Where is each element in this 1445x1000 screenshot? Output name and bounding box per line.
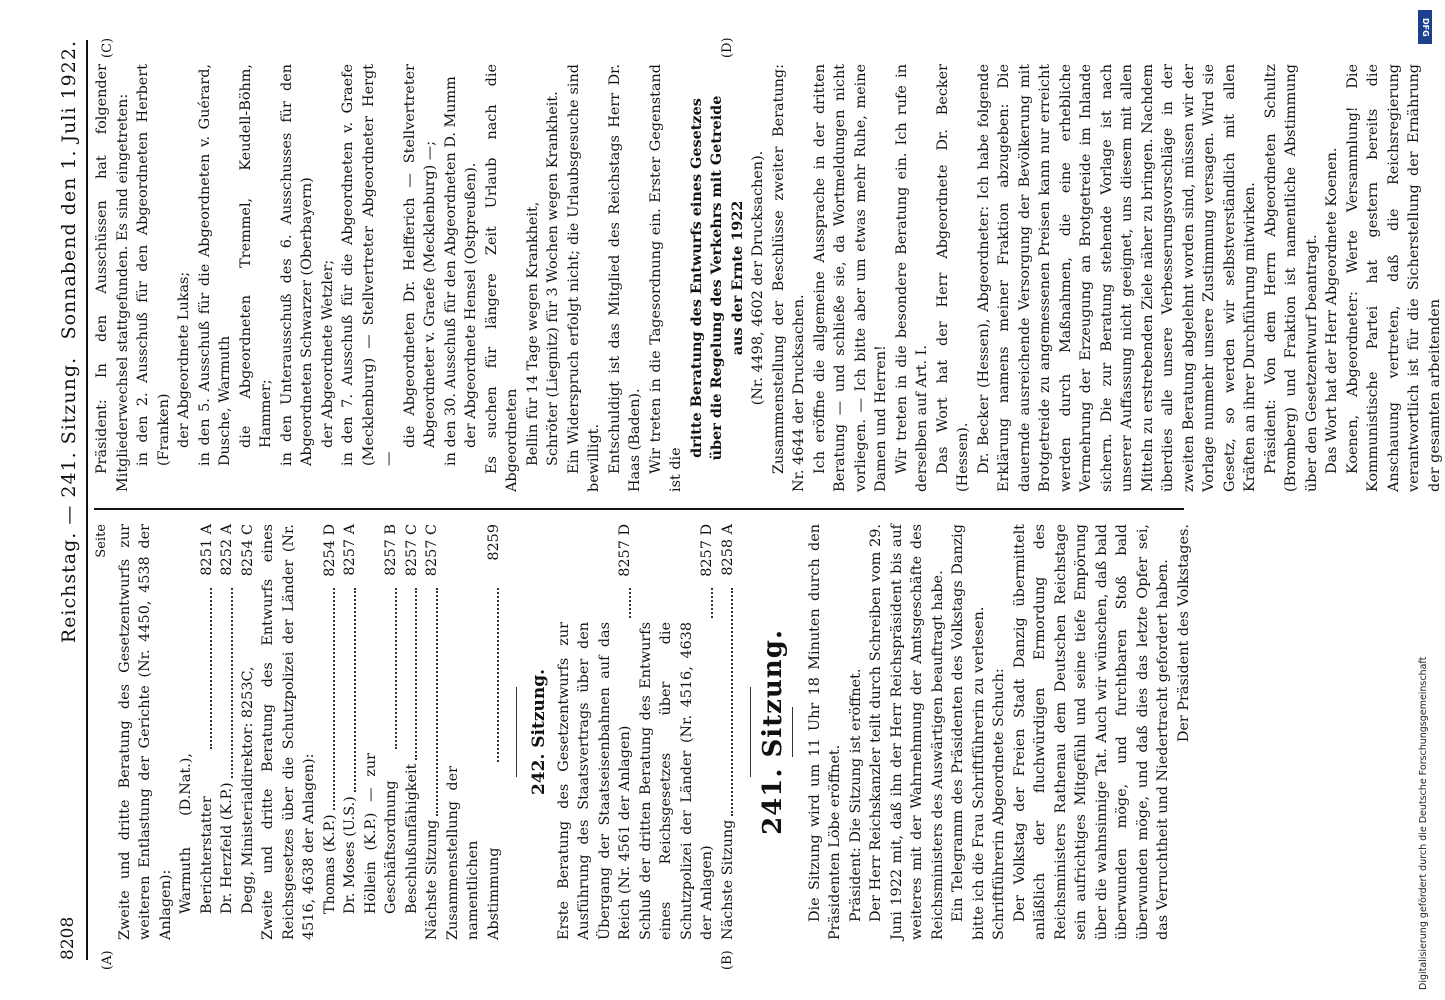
toc-text: Dr. Moses (U.S.) [342,796,358,914]
toc-page: 8257 B [383,524,399,576]
committee-changes-intro: Präsident: In den Ausschüssen hat folgender Mitgliederwechsel stattgefunden. Es sind eingetreten: [94,64,131,492]
leader-dots [497,588,499,762]
toc-item [217,524,238,940]
agenda-compilation: Zusammenstellung der Beschlüsse zweiter Beratung: Nr. 4644 der Drucksachen. [770,64,807,492]
excused-member: Entschuldigt ist das Mitglied des Reichstags Herr Dr. Haas (Baden). [606,64,643,492]
toc-item [554,524,636,940]
leader-dots [210,588,212,749]
agenda-item-ref: (Nr. 4498, 4602 der Drucksachen). [750,150,766,406]
toc-text: Zweite und dritte Beratung des Gesetzentwurfs zur weiteren Entlastung der Gerichte (Nr. 4450, 4538 der Anlagen): [116,524,174,940]
telegram-signature: Der Präsident des Volkstages. [1175,524,1192,743]
toc-item [361,524,402,940]
committee-entry: die Abgeordneten Tremmel, Keudell-Böhm, Hammer; [237,64,274,448]
toc-text: Warmuth (D.Nat.), Berichterstatter [178,753,215,914]
committee-entry: der Abgeordnete Lukas; [176,271,192,448]
secretary-label: Schriftführerin Abgeordnete Schuch: [991,668,1007,940]
leader-dots [711,588,713,618]
dfg-credit: Digitalisierung gefördert durch die Deutsche Forschungsgemeinschaft [1418,656,1429,990]
session-heading: 241. Sitzung. [758,629,788,835]
leader-dots [354,588,356,792]
toc-page: 8252 A [219,524,235,576]
leave-approved: Ein Widerspruch erfolgt nicht; die Urlaubsgesuche sind bewilligt. [565,64,602,492]
toc-242-heading: 242. Sitzung. [529,668,549,796]
leave-entry: Schröter (Liegnitz) für 3 Wochen wegen Krankheit. [545,91,561,466]
seite-label: Seite [94,524,109,558]
header-title: Reichstag. — 241. Sitzung. [58,356,80,644]
section-rule [792,707,793,757]
agenda-intro: Wir treten in die Tagesordnung ein. Erster Gegenstand ist die [647,64,684,492]
toc-page: 8257 C [424,524,440,577]
running-header [58,40,84,960]
leave-entry: Bellin für 14 Tage wegen Krankheit, [524,201,541,466]
committee-entry: in den 5. Ausschuß für die Abgeordneten v. Guérard, Dusche, Warmuth [196,64,233,466]
toc-text: Degg, Ministerialdirektor: 8253C, [239,666,256,914]
left-column [92,524,1194,940]
toc-page: 8257 A [342,524,358,576]
koenen-speech: Koenen, Abgeordneter: Werte Versammlung! Die Kommunistische Partei hat gestern bereits die Anschauung vertreten, daß die Reichsregierung verantwortlich ist für die Sicherstellung der Ernährung der gesamten arbeitenden [1344,64,1443,492]
president-statement: Präsident: Die Sitzung ist eröffnet. [847,668,864,922]
section-rule [516,687,517,777]
toc-item [340,524,361,940]
section-rule [750,687,751,777]
committee-entry: in den 30. Ausschuß für den Abgeordneten D. Mumm [442,76,459,466]
toc-item [320,524,341,940]
leader-dots [629,588,631,618]
toc-text: Zusammenstellung der namentlichen Abstimmung [444,766,502,940]
committee-entry: die Abgeordneten Dr. Helfferich — Stellvertreter Abgeordneter v. Graefe (Mecklenburg) —; [401,64,438,448]
toc-item [402,524,423,940]
toc-page: 8254 C [239,524,256,577]
header-date: Sonnabend den 1. Juli 1922. [58,40,80,340]
committee-entry: in den 7. Ausschuß für die Abgeordneten v. Graefe (Mecklenburg) — Stellvertreter Abgeordneter Hergt — [340,64,397,466]
page-number: 8208 [58,916,78,960]
committee-entry: in den 2. Ausschuß für den Abgeordneten Herbert (Franken) [135,64,172,466]
margin-mark-a: (A) [100,950,115,970]
toc-text: Dr. Herzfeld (K.P.) [219,782,235,914]
danzig-telegram: Der Volkstag der Freien Stadt Danzig übermittelt anläßlich der fluchwürdigen Ermordung des Reichsministers Rathenau dem Deutschen Reichstage sein aufrichtiges Mitgefühl und seine tiefe Empörung über die wahnsinnige Tat. Auch wir wünschen, daß bald überwunden möge, und furchtbaren Stoß bald überwunden möge, und daß dies das letzte Opfer sei, das Verruchtheit und Niedertracht gefordert haben. [1011,524,1171,940]
leader-dots [415,588,417,760]
leader-dots [231,588,233,778]
chancellor-letter: Der Herr Reichskanzler teilt durch Schreiben vom 29. Juni 1922 mit, daß ihn der Herr Reichspräsident bis auf weiteres mit der Wahrnehmung der Amtsgeschäfte des Reichsministers des Auswärtigen beauftragt habe. [868,524,946,940]
toc-page: 8258 A [719,524,736,576]
toc-item [238,524,259,940]
toc-item [115,524,177,940]
toc-text: Beschlußunfähigkeit [403,763,420,914]
right-column [92,64,1445,492]
toc-page: 8251 A [198,524,215,576]
toc-text: Schluß der dritten Beratung des Entwurfs eines Reichsgesetzes über die Schutzpolizei der Länder (Nr. 4516, 4638 der Anlagen) [637,622,715,940]
leave-request-intro: Es suchen für längere Zeit Urlaub nach die Abgeordneten [483,64,520,492]
toc-text: Nächste Sitzung [424,819,440,940]
committee-entry: in den Unterausschuß des 6. Ausschusses für den Abgeordneten Schwarzer (Oberbayern) [278,64,315,466]
speaker-call-koenen: Das Wort hat der Herr Abgeordnete Koenen. [1324,147,1340,474]
toc-page: 8257 C [403,524,420,577]
toc-text: Höllein (K.P.) — zur Geschäftsordnung [362,753,399,914]
leader-dots [395,588,397,749]
agenda-item-title: dritte Beratung des Entwurfs eines Gesetzes über die Regelung des Verkehrs mit Getreide aus der Ernte 1922 [687,95,746,461]
toc-page: 8257 D [699,524,715,577]
toc-item [258,524,320,940]
session-opening: Die Sitzung wird um 11 Uhr 18 Minuten durch den Präsidenten Löbe eröffnet. [806,524,843,940]
leader-dots [333,588,335,810]
becker-speech: Dr. Becker (Hessen), Abgeordneter: Ich habe folgende Erklärung namens meiner Fraktion abzugeben: Die dauernde ausreichende Versorgung der Bevölkerung mit Brotgetreide zu angemessenen Preisen kann nur erreicht werden durch Maßnahmen, die eine erhebliche Vermehrung der Erzeugung an Brotgetreide im Inlande sichern. Die zur Beratung stehende Vorlage ist nach unserer Auffassung nicht geeignet, uns diesem mit allen Mitteln zu erstrebenden Ziele näher zu bringen. Nachdem überdies alle unsere Verbesserungsvorschläge in der zweiten Beratung abgelehnt worden sind, müssen wir der Vorlage nunmehr unsere Zustimmung versagen. Wird sie Gesetz, so werden wir selbstverständlich mit allen Kräften an ihrer Durchführung mitwirken. [975,64,1258,492]
special-debate: Wir treten in die besondere Beratung ein. Ich rufe in derselben auf Art. I. [893,64,930,492]
margin-mark-c: (C) [100,37,115,58]
toc-page: 8254 D [321,524,338,577]
toc-page: 8257 D [617,524,633,577]
committee-entry: der Abgeordnete Wetzler; [319,259,336,448]
toc-text: Zweite und dritte Beratung des Entwurfs eines Reichsgesetzes über die Schutzpolizei der Länder (Nr. 4516, 4638 der Anlagen): [260,524,317,940]
committee-entry: der Abgeordnete Hensel (Ostpreußen). [463,162,479,448]
toc-item [443,524,505,940]
leader-dots [436,588,438,816]
header-rule [86,40,88,960]
debate-opening: Ich eröffne die allgemeine Aussprache in der dritten Beratung — und schließe sie, da Wortmeldungen nicht vorliegen. — Ich bitte aber um etwas mehr Ruhe, meine Damen und Herren! [811,64,889,492]
speaker-call: Das Wort hat der Herr Abgeordnete Dr. Becker (Hessen). [934,64,971,492]
margin-mark-d: (D) [720,37,735,58]
leader-dots [731,588,733,816]
column-divider [94,508,1184,510]
telegram-intro: Ein Telegramm des Präsidenten des Volkstags Danzig bitte ich die Frau Schriftführerin zu verlesen. [950,524,987,940]
dfg-sidebar [1418,10,1432,990]
toc-item [422,524,443,940]
toc-item [718,524,739,940]
toc-page: 8259 [485,524,502,561]
toc-text: Thomas (K.P.) [321,814,338,914]
margin-mark-b: (B) [720,950,735,970]
president-vote-request: Präsident: Von dem Herrn Abgeordneten Schultz (Bromberg) und Fraktion ist namentliche Abstimmung über den Gesetzentwurf beantragt. [1262,64,1320,492]
toc-text: Erste Beratung des Gesetzentwurfs zur Ausführung des Staatsvertrags über den Übergang der Staatseisenbahnen auf das Reich (Nr. 4561 der Anlagen) [555,622,633,940]
toc-item [176,524,217,940]
toc-item [636,524,718,940]
dfg-logo: DFG [1418,10,1432,44]
toc-text: Nächste Sitzung [719,819,736,940]
